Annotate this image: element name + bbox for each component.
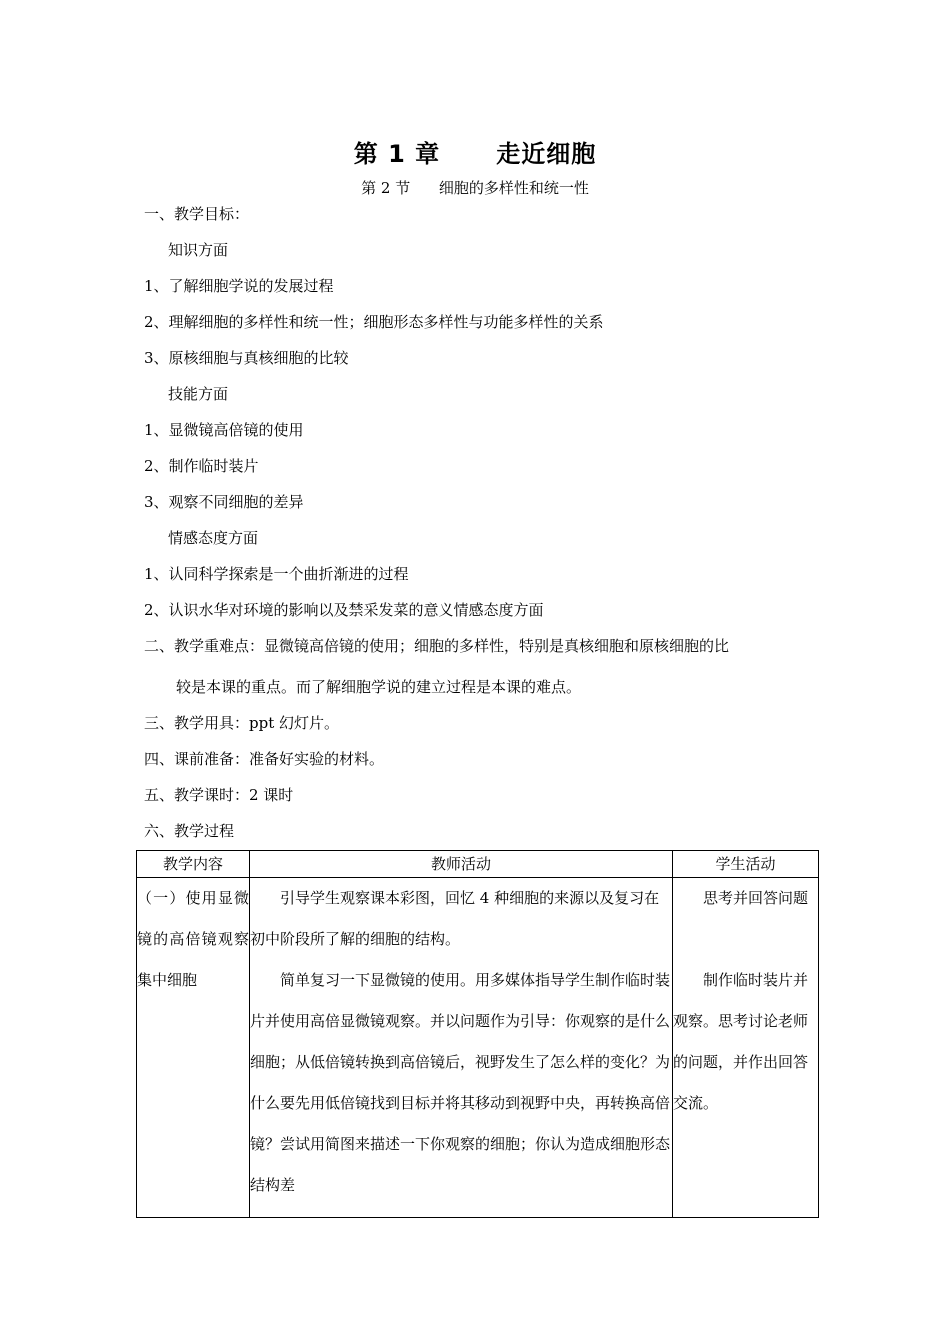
list-item: 2、理解细胞的多样性和统一性；细胞形态多样性与功能多样性的关系 xyxy=(144,313,604,331)
section-title: 第 2 节 细胞的多样性和统一性 xyxy=(361,179,589,197)
list-item: 1、显微镜高倍镜的使用 xyxy=(144,421,304,439)
teacher-paragraph: 引导学生观察课本彩图，回忆 4 种细胞的来源以及复习在初中阶段所了解的细胞的结构。 xyxy=(250,889,660,948)
table-row xyxy=(137,878,819,1218)
teacher-cell xyxy=(250,878,673,1218)
header-student: 学生活动 xyxy=(673,851,819,878)
list-item: 2、制作临时装片 xyxy=(144,457,259,475)
student-paragraph: 思考并回答问题 xyxy=(703,889,809,907)
chapter-title: 第 1 章 走近细胞 xyxy=(353,140,597,168)
list-item: 1、了解细胞学说的发展过程 xyxy=(144,277,334,295)
content-cell xyxy=(137,878,250,1218)
heading-hours: 五、教学课时：2 课时 xyxy=(144,786,294,804)
subheading-knowledge: 知识方面 xyxy=(168,241,229,259)
list-item: 2、认识水华对环境的影响以及禁采发菜的意义情感态度方面 xyxy=(144,601,544,619)
content-text: （一）使用显微镜的高倍镜观察集中细胞 xyxy=(137,889,249,989)
teacher-paragraph: 简单复习一下显微镜的使用。用多媒体指导学生制作临时装片并使用高倍显微镜观察。并以问题作为引导：你观察的是什么细胞；从低倍镜转换到高倍镜后，视野发生了怎么样的变化？为什么要先用低倍镜找到目标并将其移动到视野中央，再转换高倍镜？尝试用简图来描述一下你观察的细胞；你认为造成细胞形态结构差 xyxy=(250,971,671,1194)
header-content: 教学内容 xyxy=(137,851,250,878)
heading-objectives: 一、教学目标： xyxy=(144,205,250,223)
student-paragraph: 制作临时装片并观察。思考讨论老师的问题，并作出回答交流。 xyxy=(673,971,809,1112)
student-cell xyxy=(673,878,819,1218)
list-item: 3、观察不同细胞的差异 xyxy=(144,493,304,511)
heading-key-points: 二、教学重难点：显微镜高倍镜的使用；细胞的多样性，特别是真核细胞和原核细胞的比 xyxy=(144,637,730,655)
heading-preparation: 四、课前准备：准备好实验的材料。 xyxy=(144,750,385,768)
spacer xyxy=(673,919,818,960)
header-teacher: 教师活动 xyxy=(250,851,673,878)
teaching-process-table xyxy=(136,850,819,1218)
list-item: 3、原核细胞与真核细胞的比较 xyxy=(144,349,349,367)
table-header-row xyxy=(137,851,819,878)
heading-process: 六、教学过程 xyxy=(144,822,235,840)
subheading-skills: 技能方面 xyxy=(168,385,229,403)
subheading-attitude: 情感态度方面 xyxy=(168,529,259,547)
key-points-continued: 较是本课的重点。而了解细胞学说的建立过程是本课的难点。 xyxy=(176,678,582,696)
heading-tools: 三、教学用具：ppt 幻灯片。 xyxy=(144,714,340,732)
list-item: 1、认同科学探索是一个曲折渐进的过程 xyxy=(144,565,409,583)
